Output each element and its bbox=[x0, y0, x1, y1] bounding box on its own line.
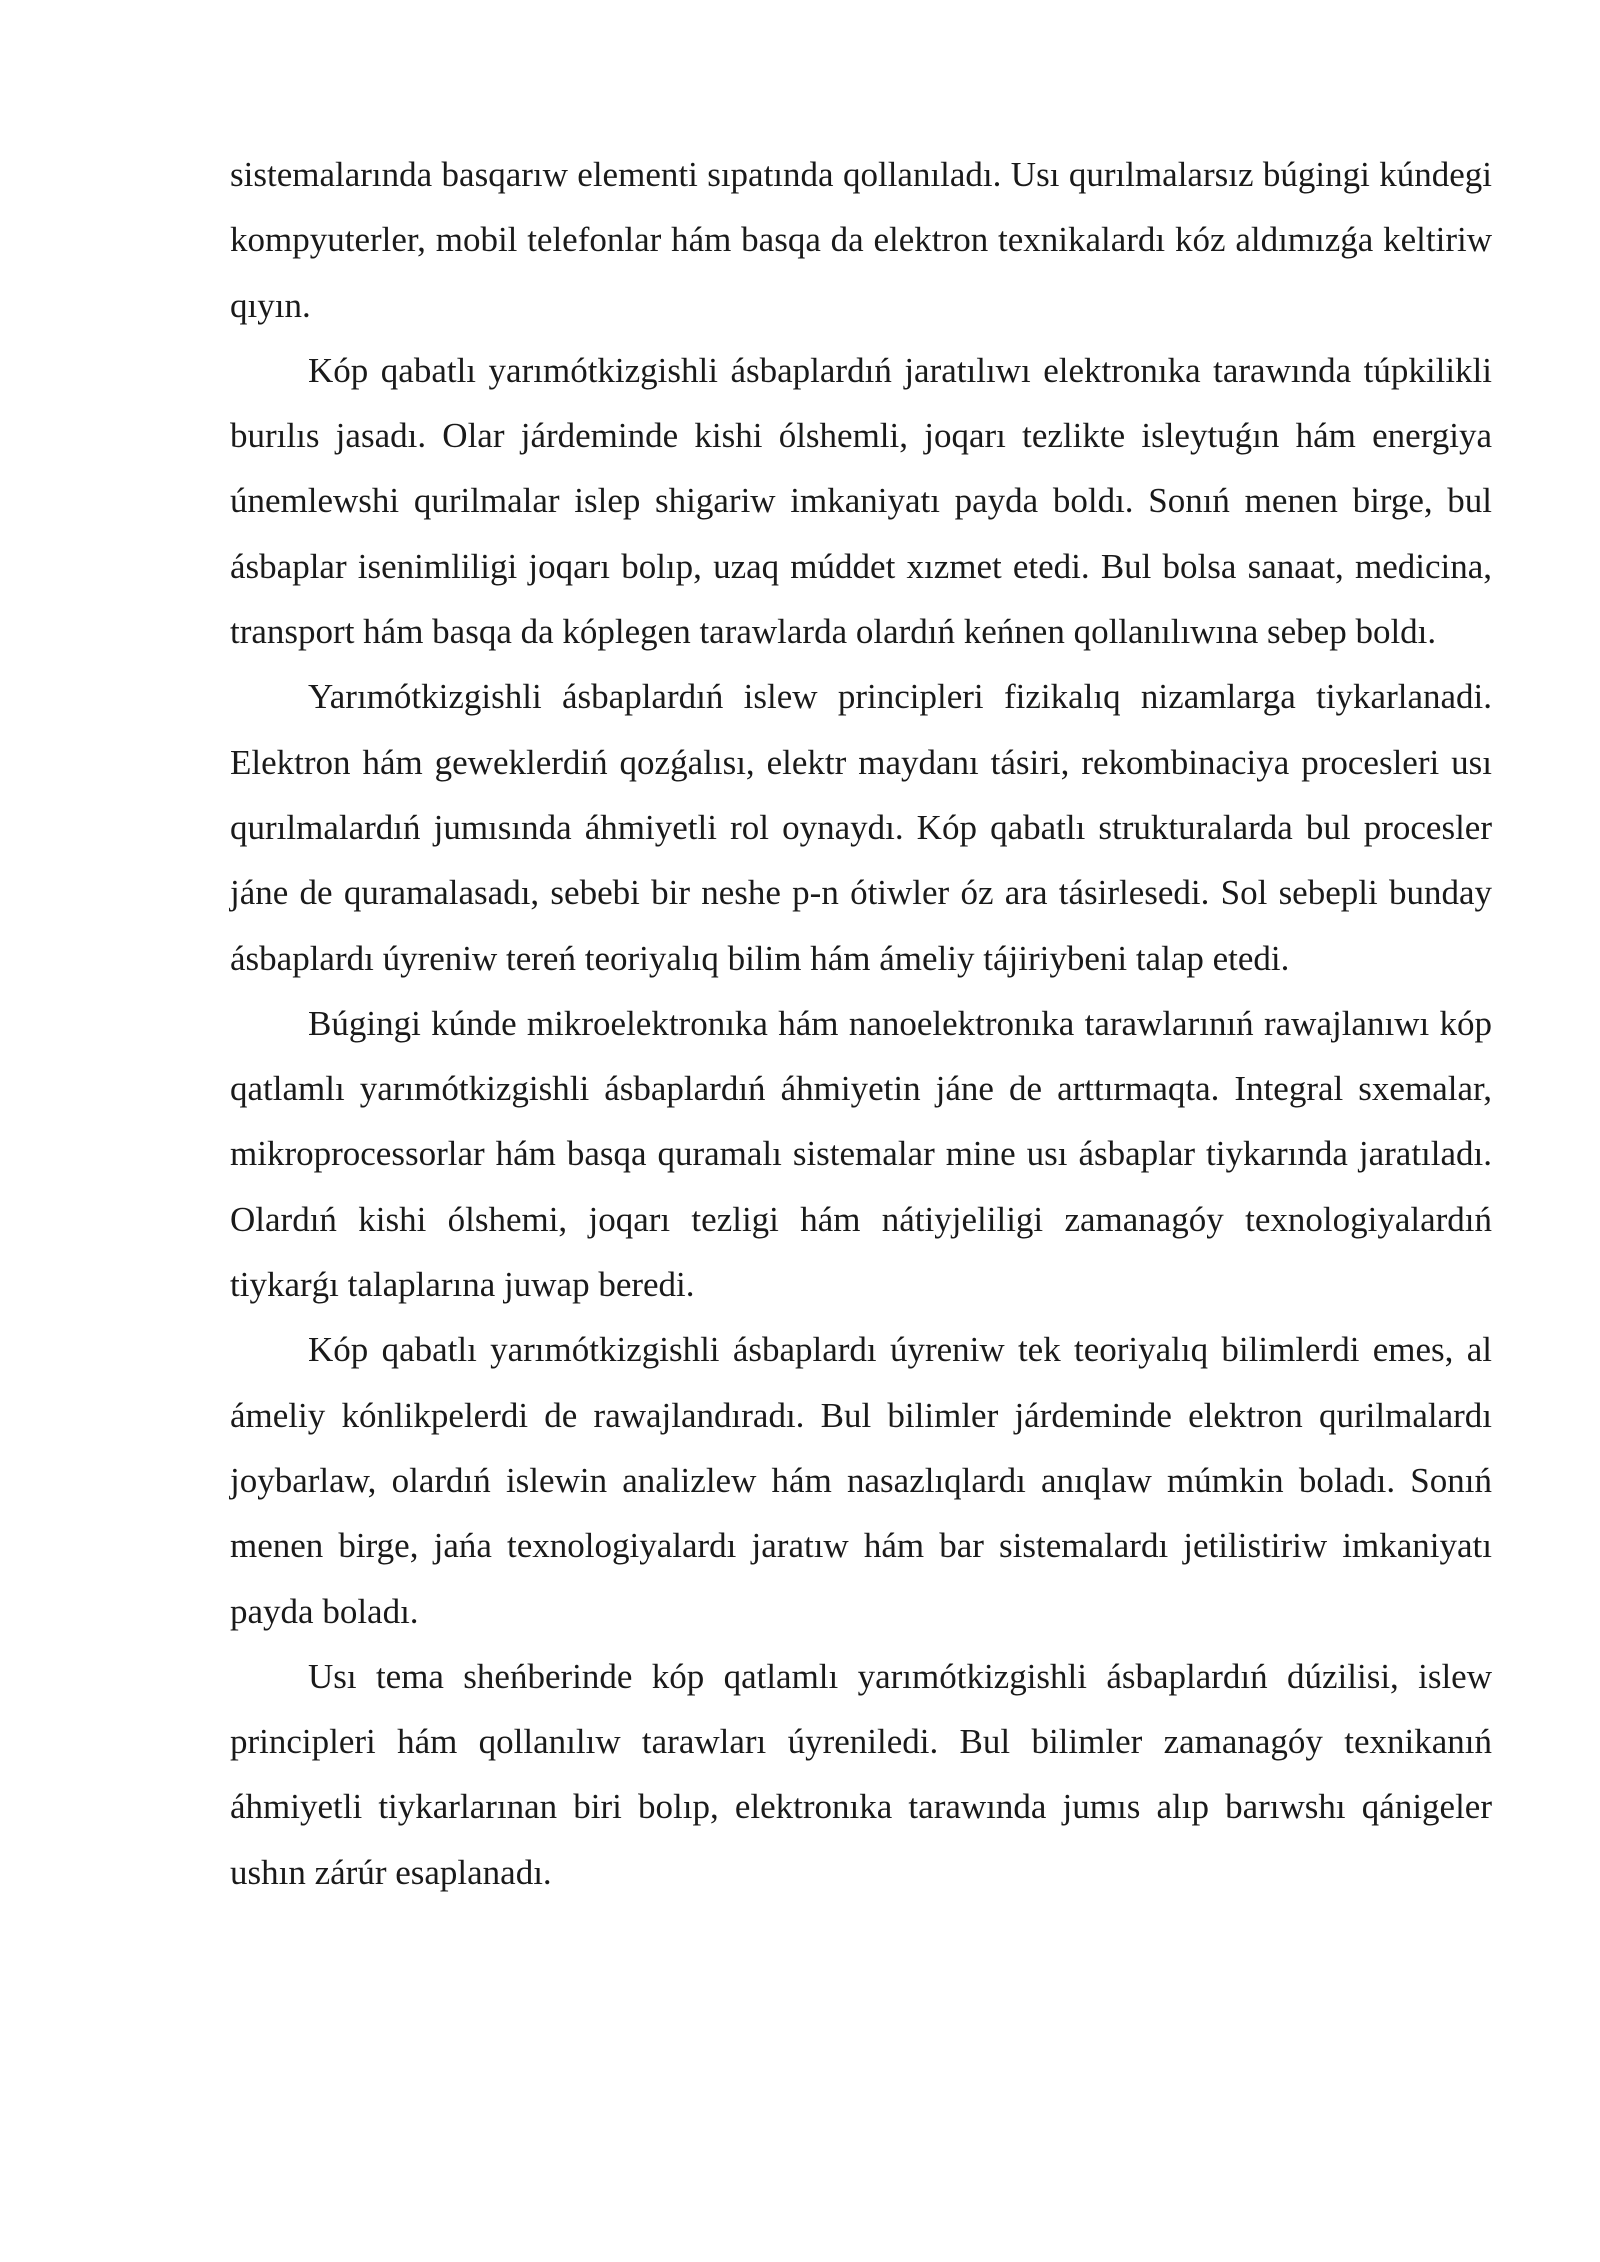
document-body bbox=[230, 142, 1492, 1905]
paragraph-5: Kóp qabatlı yarımótkizgishli ásbaplardı úyreniw tek teoriyalıq bilimlerdi emes, al ámeliy kónlikpelerdi de rawajlandıradı. Bul bilimler járdeminde elektron qurilmalardı joybarlaw, olardıń islewin analizlew hám nasazlıqlardı anıqlaw múmkin boladı. Sonıń menen birge, jańa texnologiyalardı jaratıw hám bar sistemalardı jetilistiriw imkaniyatı payda boladı. bbox=[230, 1330, 1492, 1631]
paragraph-2: Kóp qabatlı yarımótkizgishli ásbaplardıń jaratılıwı elektronıka tarawında túpkilikli burılıs jasadı. Olar járdeminde kishi ólshemli, joqarı tezlikte isleytuǵın hám energiya únemlewshi qurilmalar islep shigariw imkaniyatı payda boldı. Sonıń menen birge, bul ásbaplar isenimliligi joqarı bolıp, uzaq múddet xızmet etedi. Bul bolsa sanaat, medicina, transport hám basqa da kóplegen tarawlarda olardıń keńnen qollanılıwına sebep boldı. bbox=[230, 350, 1492, 652]
paragraph-6: Usı tema sheńberinde kóp qatlamlı yarımótkizgishli ásbaplardıń dúzilisi, islew principleri hám qollanılıw tarawları úyreniledi. Bul bilimler zamanagóy texnikanıń áhmiyetli tiykarlarınan biri bolıp, elektronıka tarawında jumıs alıp barıwshı qánigeler ushın zárúr esaplanadı. bbox=[230, 1656, 1492, 1892]
paragraph-4: Búgingi kúnde mikroelektronıka hám nanoelektronıka tarawlarınıń rawajlanıwı kóp qatlamlı yarımótkizgishli ásbaplardıń áhmiyetin jáne de arttırmaqta. Integral sxemalar, mikroprocessorlar hám basqa quramalı sistemalar mine usı ásbaplar tiykarında jaratıladı. Olardıń kishi ólshemi, joqarı tezligi hám nátiyjeliligi zamanagóy texnologiyalardıń tiykarǵı talaplarına juwap beredi. bbox=[230, 1003, 1492, 1305]
paragraph-3: Yarımótkizgishli ásbaplardıń islew principleri fizikalıq nizamlarga tiykarlanadi. Elektron hám geweklerdiń qozǵalısı, elektr maydanı tásiri, rekombinaciya procesleri usı qurılmalardıń jumısında áhmiyetli rol oynaydı. Kóp qabatlı strukturalarda bul procesler jáne de quramalasadı, sebebi bir neshe p-n ótiwler óz ara tásirlesedi. Sol sebepli bunday ásbaplardı úyreniw tereń teoriyalıq bilim hám ámeliy tájiriybeni talap etedi. bbox=[230, 677, 1492, 978]
paragraph-1: sistemalarında basqarıw elementi sıpatında qollanıladı. Usı qurılmalarsız búgingi kúndegi kompyuterler, mobil telefonlar hám basqa da elektron texnikalardı kóz aldımızǵa keltiriw qıyın. bbox=[230, 155, 1492, 325]
